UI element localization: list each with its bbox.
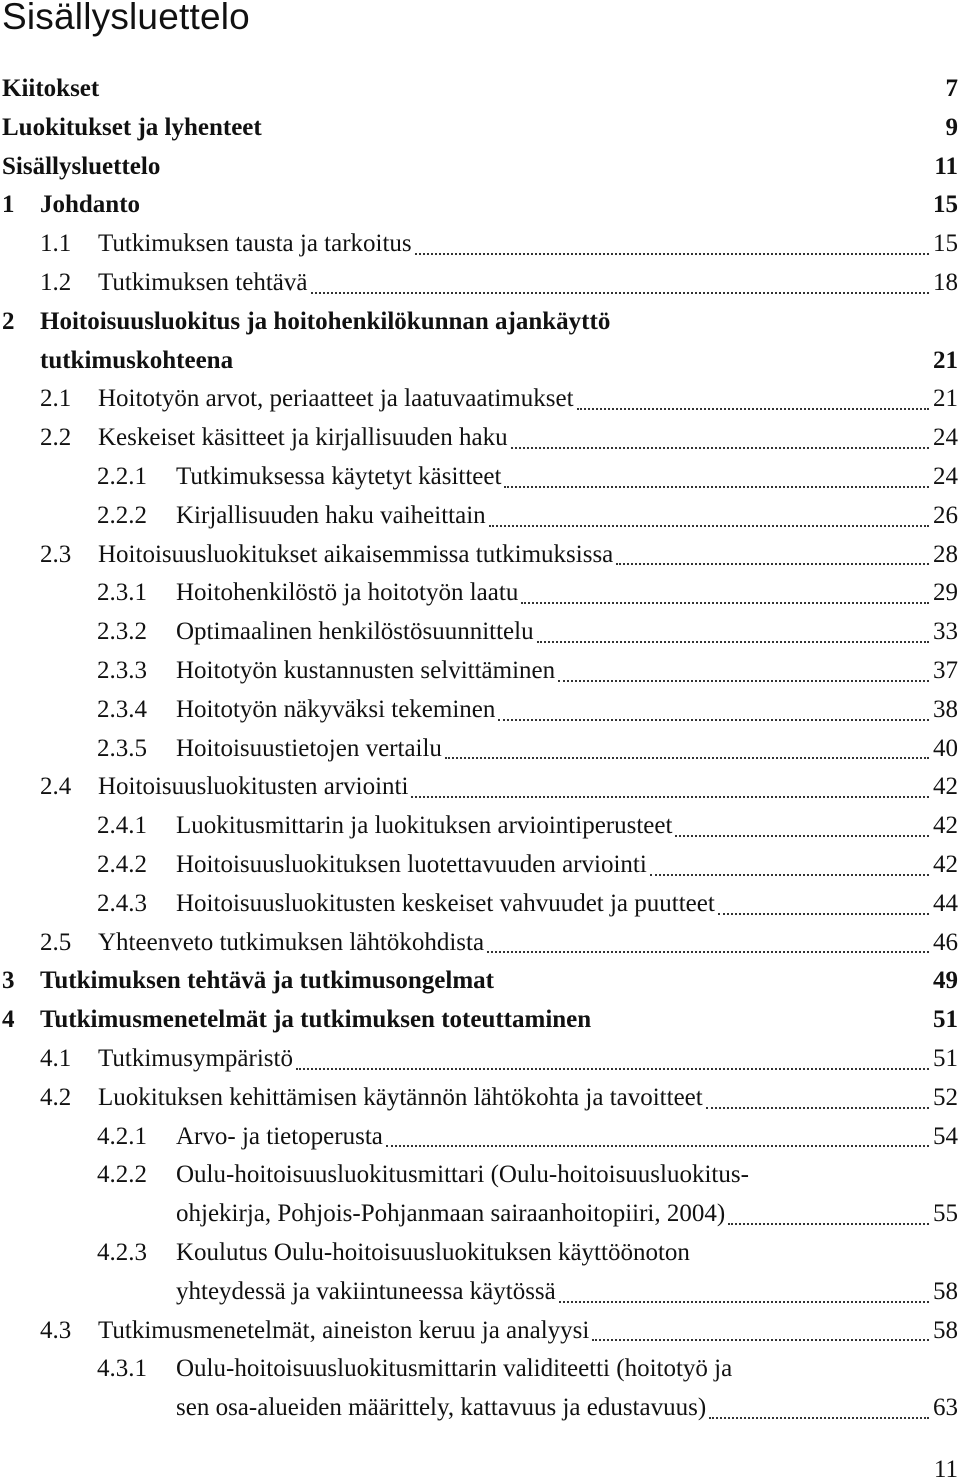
dot-leader	[706, 1079, 929, 1109]
toc-entry-page: 42	[933, 773, 958, 801]
toc-entry-page: 51	[933, 1045, 958, 1072]
toc-entry[interactable]	[0, 225, 960, 264]
toc-entry-number: 4.2.3	[97, 1239, 147, 1266]
dot-leader	[504, 458, 929, 488]
toc-entry-title: Tutkimusmenetelmät ja tutkimuksen toteuttaminen	[40, 1006, 592, 1034]
toc-entry[interactable]	[0, 1118, 960, 1157]
toc-entry-title: Arvo- ja tietoperusta	[176, 1122, 383, 1150]
toc-entry-title: Optimaalinen henkilöstösuunnittelu	[176, 618, 534, 646]
toc-entry[interactable]	[0, 1079, 960, 1118]
dot-leader	[577, 380, 929, 410]
toc-entry-title: Hoitoisuusluokitukset aikaisemmissa tutkimuksissa	[98, 540, 614, 568]
toc-entry-title: Hoitoisuustietojen vertailu	[176, 734, 442, 762]
toc-entry-title: Oulu-hoitoisuusluokitusmittari (Oulu-hoitoisuusluokitus-	[176, 1161, 749, 1189]
toc-entry-number: 2.3.3	[97, 657, 147, 684]
toc-entry-page: 11	[934, 152, 958, 180]
toc-entry-number: 4.2	[40, 1083, 72, 1111]
dot-leader	[728, 1195, 929, 1225]
toc-entry-number: 1.1	[40, 230, 72, 258]
toc-entry-number: 2.3	[40, 540, 72, 568]
dot-leader	[709, 1389, 929, 1419]
toc-entry-title: Johdanto	[40, 191, 141, 219]
page-title: Sisällysluettelo	[2, 0, 250, 37]
toc-entry-number: 2.4.2	[97, 851, 147, 878]
toc-entry[interactable]	[0, 1389, 960, 1428]
toc-entry-number: 2.5	[40, 928, 72, 956]
toc-entry-number: 2.3.4	[97, 695, 147, 723]
toc-entry-page: 51	[933, 1006, 958, 1034]
toc-entry-title: Oulu-hoitoisuusluokitusmittarin validiteetti (hoitotyö ja	[176, 1355, 733, 1383]
toc-entry-page: 38	[933, 695, 958, 723]
toc-entry-page: 63	[933, 1394, 958, 1422]
toc-entry[interactable]	[0, 1350, 960, 1389]
toc-entry-number: 4.3	[40, 1316, 72, 1344]
toc-entry[interactable]	[0, 70, 960, 109]
dot-leader	[386, 1118, 929, 1148]
dot-leader	[537, 613, 929, 643]
toc-entry-page: 24	[933, 463, 958, 490]
toc-entry[interactable]	[0, 419, 960, 458]
toc-entry-title: Hoitoisuusluokituksen luotettavuuden arviointi	[176, 851, 647, 878]
toc-entry-number: 2.1	[40, 385, 72, 413]
toc-entry-title: Tutkimuksen tehtävä ja tutkimusongelmat	[40, 967, 495, 995]
dot-leader	[511, 419, 929, 449]
toc-entry-title: Hoitotyön näkyväksi tekeminen	[176, 695, 496, 723]
toc-entry-page: 26	[933, 501, 958, 529]
toc-entry-page: 18	[933, 269, 958, 296]
dot-leader	[411, 768, 929, 798]
dot-leader	[559, 1273, 929, 1303]
toc-entry-page: 42	[933, 851, 958, 878]
toc-entry[interactable]	[0, 962, 960, 1001]
toc-entry-page: 49	[933, 967, 958, 995]
toc-entry[interactable]	[0, 1156, 960, 1195]
toc-entry-title: Keskeiset käsitteet ja kirjallisuuden haku	[98, 424, 508, 452]
toc-entry[interactable]	[0, 342, 960, 381]
toc-entry-number: 3	[2, 967, 15, 995]
toc-entry-page: 21	[933, 346, 958, 374]
toc-entry[interactable]	[0, 1234, 960, 1273]
toc-entry[interactable]	[0, 497, 960, 536]
toc-entry-page: 33	[933, 618, 958, 646]
toc-entry-page: 15	[933, 230, 958, 258]
page-number: 11	[933, 1456, 958, 1483]
toc-entry-number: 4.2.1	[97, 1122, 147, 1150]
toc-entry-page: 28	[933, 540, 958, 568]
toc-entry-number: 2.2.1	[97, 463, 147, 490]
toc-entry-number: 4.1	[40, 1045, 72, 1072]
toc-entry-title: tutkimuskohteena	[40, 346, 234, 374]
toc-entry[interactable]	[0, 264, 960, 303]
toc-entry-title: Tutkimusympäristö	[98, 1045, 293, 1072]
toc-entry-page: 42	[933, 812, 958, 840]
dot-leader	[489, 497, 929, 527]
dot-leader	[296, 1040, 929, 1070]
toc-entry-title: Hoitoisuusluokitusten arviointi	[98, 773, 409, 801]
dot-leader	[487, 924, 929, 954]
dot-leader	[311, 264, 929, 294]
toc-entry-number: 2	[2, 307, 15, 335]
toc-entry[interactable]	[0, 1273, 960, 1312]
toc-entry[interactable]	[0, 613, 960, 652]
toc-entry-number: 2.4.1	[97, 812, 147, 840]
toc-entry-title: Luokitukset ja lyhenteet	[2, 113, 262, 141]
toc-entry-title: Tutkimuksessa käytetyt käsitteet	[176, 463, 502, 490]
toc-entry-page: 7	[945, 75, 958, 102]
toc-entry[interactable]	[0, 846, 960, 885]
toc-entry-page: 44	[933, 889, 958, 917]
toc-entry-title: Tutkimuksen tehtävä	[98, 269, 308, 296]
toc-entry-title: Luokituksen kehittämisen käytännön lähtökohta ja tavoitteet	[98, 1083, 703, 1111]
toc-entry-page: 46	[933, 928, 958, 956]
toc-entry-title: Hoitohenkilöstö ja hoitotyön laatu	[176, 579, 519, 607]
toc-entry[interactable]	[0, 924, 960, 963]
toc-entry[interactable]	[0, 1040, 960, 1079]
toc-entry-title: Koulutus Oulu-hoitoisuusluokituksen käyttöönoton	[176, 1239, 690, 1266]
toc-entry-number: 1.2	[40, 269, 72, 296]
toc-entry-title: Hoitoisuusluokitus ja hoitohenkilökunnan ajankäyttö	[40, 307, 611, 335]
toc-entry-page: 58	[933, 1277, 958, 1305]
toc-entry-page: 40	[933, 734, 958, 762]
toc-entry-page: 15	[933, 191, 958, 219]
toc-entry-page: 37	[933, 657, 958, 684]
toc-entry[interactable]	[0, 807, 960, 846]
toc-entry-page: 29	[933, 579, 958, 607]
toc-entry[interactable]	[0, 574, 960, 613]
toc-entry-number: 2.4	[40, 773, 72, 801]
toc-entry[interactable]	[0, 186, 960, 225]
toc-entry[interactable]	[0, 148, 960, 187]
toc-entry-number: 2.3.1	[97, 579, 147, 607]
toc-entry-page: 21	[933, 385, 958, 413]
toc-entry[interactable]	[0, 1312, 960, 1351]
toc-entry-number: 4	[2, 1006, 15, 1034]
toc-entry-page: 55	[933, 1200, 958, 1228]
toc-entry[interactable]	[0, 885, 960, 924]
toc-entry[interactable]	[0, 109, 960, 148]
toc-entry-number: 1	[2, 191, 15, 219]
toc-entry-page: 54	[933, 1122, 958, 1150]
toc-entry-title: Sisällysluettelo	[2, 152, 161, 180]
toc-entry-number: 2.2.2	[97, 501, 147, 529]
toc-entry[interactable]	[0, 1195, 960, 1234]
toc-entry[interactable]	[0, 691, 960, 730]
toc-entry-title: Tutkimusmenetelmät, aineiston keruu ja analyysi	[98, 1316, 590, 1344]
toc-entry-page: 52	[933, 1083, 958, 1111]
toc-entry-title: yhteydessä ja vakiintuneessa käytössä	[176, 1277, 556, 1305]
dot-leader	[650, 846, 929, 876]
dot-leader	[718, 885, 929, 915]
dot-leader	[592, 1312, 929, 1342]
toc-entry[interactable]	[0, 380, 960, 419]
toc-entry-title: sen osa-alueiden määrittely, kattavuus ja edustavuus)	[176, 1394, 707, 1422]
toc-entry[interactable]	[0, 730, 960, 769]
toc-entry[interactable]	[0, 1001, 960, 1040]
dot-leader	[558, 652, 929, 682]
toc-entry-title: Luokitusmittarin ja luokituksen arviointiperusteet	[176, 812, 673, 840]
toc-entry[interactable]	[0, 458, 960, 497]
dot-leader	[616, 536, 929, 566]
toc-entry-title: Hoitoisuusluokitusten keskeiset vahvuudet ja puutteet	[176, 889, 715, 917]
toc-entry[interactable]	[0, 303, 960, 342]
toc-entry-title: Hoitotyön kustannusten selvittäminen	[176, 657, 556, 684]
toc-entry-title: Yhteenveto tutkimuksen lähtökohdista	[98, 928, 485, 956]
dot-leader	[415, 225, 929, 255]
toc-entry-page: 9	[945, 113, 958, 141]
toc-entry-title: Kirjallisuuden haku vaiheittain	[176, 501, 486, 529]
toc-entry-title: Tutkimuksen tausta ja tarkoitus	[98, 230, 412, 258]
toc-entry[interactable]	[0, 536, 960, 575]
toc-entry-number: 4.2.2	[97, 1161, 147, 1189]
toc-entry-number: 2.2	[40, 424, 72, 452]
toc-entry-page: 24	[933, 424, 958, 452]
toc-entry[interactable]	[0, 652, 960, 691]
toc-entry-title: Kiitokset	[2, 75, 100, 102]
toc-entry-title: ohjekirja, Pohjois-Pohjanmaan sairaanhoitopiiri, 2004)	[176, 1200, 726, 1228]
toc-entry-number: 2.3.2	[97, 618, 147, 646]
toc-entry-number: 4.3.1	[97, 1355, 147, 1383]
dot-leader	[675, 807, 929, 837]
toc-entry-number: 2.3.5	[97, 734, 147, 762]
dot-leader	[498, 691, 929, 721]
toc-entry-number: 2.4.3	[97, 889, 147, 917]
dot-leader	[521, 574, 929, 604]
toc-entry-title: Hoitotyön arvot, periaatteet ja laatuvaatimukset	[98, 385, 574, 413]
toc-entry-page: 58	[933, 1316, 958, 1344]
toc-entry[interactable]	[0, 768, 960, 807]
dot-leader	[445, 730, 929, 760]
